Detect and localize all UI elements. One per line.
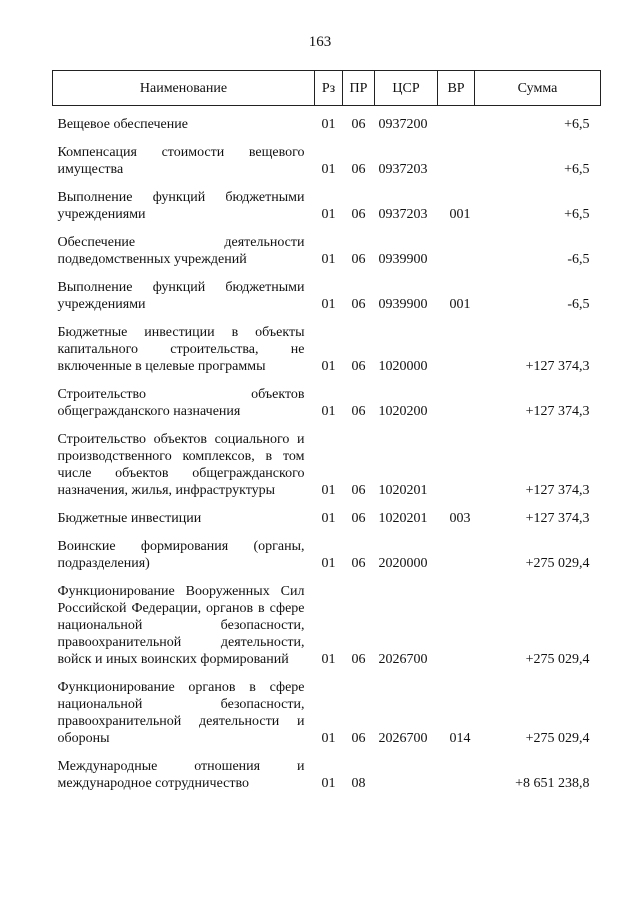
row-csr: 2026700 xyxy=(378,731,428,746)
table-row xyxy=(53,386,601,420)
row-vr xyxy=(438,758,475,792)
row-pr: 06 xyxy=(351,483,366,498)
row-vr: 003 xyxy=(449,511,471,526)
header-name: Наименование xyxy=(53,71,315,106)
row-vr xyxy=(438,538,475,572)
row-pr: 06 xyxy=(351,652,366,667)
budget-table xyxy=(52,70,601,792)
row-rz: 01 xyxy=(321,162,336,177)
row-vr xyxy=(438,431,475,499)
row-vr xyxy=(438,324,475,375)
row-vr xyxy=(438,234,475,268)
header-csr: ЦСР xyxy=(375,71,438,106)
table-row xyxy=(53,758,601,792)
row-rz: 01 xyxy=(321,556,336,571)
row-sum: +127 374,3 xyxy=(525,404,590,419)
row-csr xyxy=(375,758,438,792)
row-rz: 01 xyxy=(321,652,336,667)
row-sum: +8 651 238,8 xyxy=(515,776,590,791)
row-pr: 06 xyxy=(351,117,366,132)
row-name: Выполнение функций бюджетными учреждениями xyxy=(57,280,305,312)
row-pr: 06 xyxy=(351,556,366,571)
table-row xyxy=(53,279,601,313)
row-name: Функционирование органов в сфере национальной безопасности, правоохранительной деятельности и обороны xyxy=(57,680,305,746)
row-pr: 06 xyxy=(351,359,366,374)
row-name: Выполнение функций бюджетными учреждениями xyxy=(57,190,305,222)
row-pr: 06 xyxy=(351,404,366,419)
row-csr: 2026700 xyxy=(378,652,428,667)
row-sum: +275 029,4 xyxy=(525,731,590,746)
row-name: Бюджетные инвестиции xyxy=(57,511,202,526)
row-name: Вещевое обеспечение xyxy=(57,117,188,132)
row-pr: 06 xyxy=(351,511,366,526)
row-vr: 001 xyxy=(449,297,471,312)
row-sum: +275 029,4 xyxy=(525,652,590,667)
table-row xyxy=(53,324,601,375)
row-sum: +127 374,3 xyxy=(525,359,590,374)
row-csr: 0939900 xyxy=(378,297,428,312)
row-name: Функционирование Вооруженных Сил Российской Федерации, органов в сфере национальной безопасности, правоохранительной деятельности, войск и иных воинских формирований xyxy=(57,584,305,667)
table-row xyxy=(53,679,601,747)
row-pr: 06 xyxy=(351,162,366,177)
row-sum: +6,5 xyxy=(564,207,590,222)
row-rz: 01 xyxy=(321,252,336,267)
row-csr: 1020000 xyxy=(378,359,428,374)
row-pr: 08 xyxy=(351,776,366,791)
table-row xyxy=(53,431,601,499)
row-rz: 01 xyxy=(321,511,336,526)
row-rz: 01 xyxy=(321,359,336,374)
table-row xyxy=(53,234,601,268)
table-row xyxy=(53,189,601,223)
table-row xyxy=(53,510,601,527)
row-vr xyxy=(438,386,475,420)
row-csr: 0937200 xyxy=(378,117,428,132)
table-row xyxy=(53,144,601,178)
row-rz: 01 xyxy=(321,297,336,312)
row-vr xyxy=(438,116,475,133)
row-sum: +6,5 xyxy=(564,162,590,177)
row-sum: -6,5 xyxy=(567,252,590,267)
row-csr: 0937203 xyxy=(378,162,428,177)
table-header-row xyxy=(53,71,601,106)
page-number: 163 xyxy=(308,34,332,50)
row-csr: 1020200 xyxy=(378,404,428,419)
row-vr xyxy=(438,144,475,178)
row-sum: +127 374,3 xyxy=(525,483,590,498)
row-csr: 0939900 xyxy=(378,252,428,267)
row-rz: 01 xyxy=(321,207,336,222)
row-sum: -6,5 xyxy=(567,297,590,312)
row-name: Компенсация стоимости вещевого имущества xyxy=(57,145,305,177)
row-rz: 01 xyxy=(321,483,336,498)
row-name: Воинские формирования (органы, подразделения) xyxy=(57,539,305,571)
row-rz: 01 xyxy=(321,404,336,419)
row-csr: 1020201 xyxy=(378,483,428,498)
row-name: Строительство объектов социального и производственного комплексов, в том числе объектов общегражданского назначения, жилья, инфраструктуры xyxy=(57,432,305,498)
header-rz: Рз xyxy=(315,71,343,106)
table-row xyxy=(53,538,601,572)
row-name: Обеспечение деятельности подведомственных учреждений xyxy=(57,235,305,267)
row-rz: 01 xyxy=(321,776,336,791)
row-sum: +127 374,3 xyxy=(525,511,590,526)
row-rz: 01 xyxy=(321,117,336,132)
header-sum: Сумма xyxy=(475,71,601,106)
row-pr: 06 xyxy=(351,731,366,746)
row-vr: 001 xyxy=(449,207,471,222)
row-vr: 014 xyxy=(449,731,471,746)
row-csr: 2020000 xyxy=(378,556,428,571)
row-pr: 06 xyxy=(351,297,366,312)
row-pr: 06 xyxy=(351,252,366,267)
header-pr: ПР xyxy=(343,71,375,106)
row-csr: 1020201 xyxy=(378,511,428,526)
row-vr xyxy=(438,583,475,668)
row-rz: 01 xyxy=(321,731,336,746)
row-pr: 06 xyxy=(351,207,366,222)
row-name: Строительство объектов общегражданского назначения xyxy=(57,387,305,419)
table-row xyxy=(53,116,601,133)
header-vr: ВР xyxy=(438,71,475,106)
row-sum: +6,5 xyxy=(564,117,590,132)
row-name: Международные отношения и международное сотрудничество xyxy=(57,759,305,791)
row-sum: +275 029,4 xyxy=(525,556,590,571)
row-name: Бюджетные инвестиции в объекты капитального строительства, не включенные в целевые программы xyxy=(57,325,305,374)
table-row xyxy=(53,583,601,668)
row-csr: 0937203 xyxy=(378,207,428,222)
